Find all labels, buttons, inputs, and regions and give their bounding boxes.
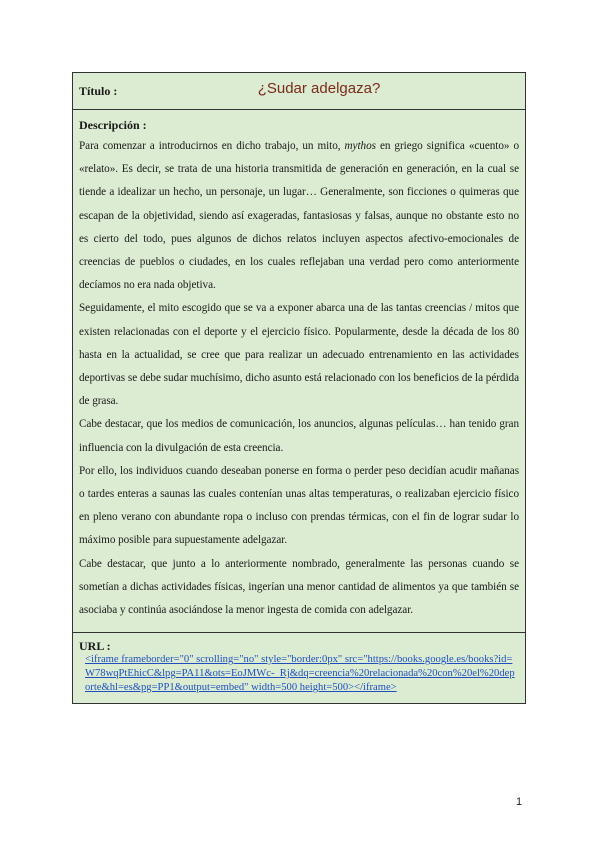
paragraph-5: Cabe destacar, que junto a lo anteriormente nombrado, generalmente las personas cuando se sometían a dichas actividades físicas, ingerían una menor cantidad de alimentos ya que también se asociaba y continúa asociándose la menor ingesta de comida con adelgazar.: [79, 557, 519, 617]
url-row: [73, 633, 525, 703]
document-title: ¿Sudar adelgaza?: [257, 80, 381, 97]
embed-code-link[interactable]: <iframe frameborder="0" scrolling="no" style="border:0px" src="https://books.google.es/books?id=W78wqPtEhicC&lpg=PA11&ots=EoJMWc-_Rj&dq=creencia%20relacionada%20con%20el%20deporte&hl=es&pg=PP1&output=embed" width=500 height=500></iframe>: [85, 654, 515, 694]
page-number: 1: [516, 796, 523, 808]
mythos-term: mythos: [344, 140, 376, 152]
title-row: [73, 73, 525, 110]
paragraph-1: Para comenzar a introducirnos en dicho trabajo, un mito, mythos en griego significa «cuento» o «relato». Es decir, se trata de una historia transmitida de generación en generación, en la cual se tiende a idealizar un hecho, un personaje, un lugar… Generalmente, son ficciones o quimeras que escapan de la objetividad, siendo así exageradas, fantasiosas y falsas, aunque no obstante esto no es cierto del todo, pues algunos de dichos relatos incluyen aspectos afectivo-emocionales de creencias de pueblos o ciudades, en los cuales reflejaban una verdad pero como anteriormente decíamos no era nada objetiva.: [79, 140, 519, 292]
record-table: [72, 72, 526, 704]
url-label: URL :: [79, 639, 111, 654]
paragraph-3: Cabe destacar, que los medios de comunicación, los anuncios, algunas películas… han tenido gran influencia con la divulgación de esta creencia.: [79, 418, 519, 454]
paragraph-4: Por ello, los individuos cuando deseaban ponerse en forma o perder peso decidían acudir mañanas o tardes enteras a saunas las cuales contenían unas altas temperaturas, o realizaban ejercicio físico en pleno verano con abundante ropa o incluso con prendas térmicas, con el fin de lograr sudar lo máximo posible para supuestamente adelgazar.: [79, 464, 519, 547]
description-label: Descripción :: [79, 118, 147, 132]
description-row: [73, 110, 525, 633]
title-label: Título :: [79, 83, 118, 98]
paragraph-2: Seguidamente, el mito escogido que se va a exponer abarca una de las tantas creencias / mitos que existen relacionadas con el deporte y el ejercicio físico. Popularmente, desde la década de los 80 hasta en la actualidad, se cree que para realizar un adecuado entrenamiento en las actividades deportivas se debe sudar muchísimo, dicho asunto está relacionado con los beneficios de la pérdida de grasa.: [79, 302, 519, 408]
